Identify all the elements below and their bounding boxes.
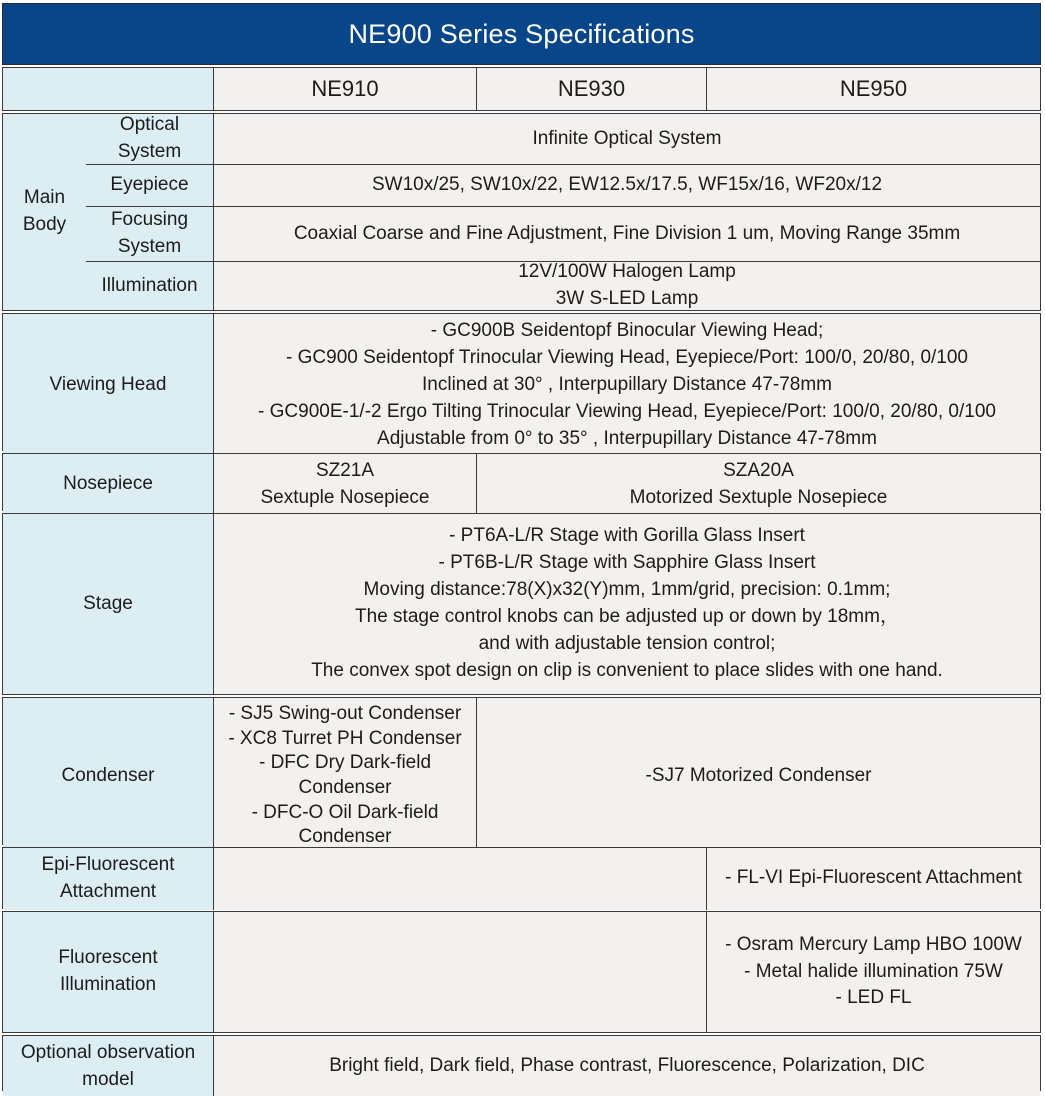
row-label-illumination: Illumination	[86, 261, 213, 310]
section-fluorescent-illumination	[2, 911, 1041, 1033]
viewing-head-line-3: Inclined at 30° , Interpupillary Distance 47-78mm	[422, 373, 832, 395]
stage-line-4: The stage control knobs can be adjusted up or down by 18mm，	[355, 606, 899, 627]
illumination-line-1: 12V/100W Halogen Lamp	[518, 261, 736, 283]
fluorescent-illumination-line-2: - Metal halide illumination 75W	[744, 960, 1003, 982]
fluorescent-illumination-line-3: - LED FL	[835, 987, 912, 1009]
cell-condenser-ne930-ne950: -SJ7 Motorized Condenser	[476, 698, 1040, 854]
table-title	[2, 3, 1041, 65]
cell-nosepiece-ne910	[213, 454, 476, 516]
column-header-row	[2, 67, 1041, 111]
viewing-head-line-2: - GC900 Seidentopf Trinocular Viewing Head, Eyepiece/Port: 100/0, 20/80, 0/100	[286, 346, 968, 368]
row-label-epi-fluorescent: Epi-Fluorescent Attachment	[3, 848, 213, 910]
condenser-ne910-item-1: - SJ5 Swing-out Condenser	[228, 703, 462, 724]
group-label-main-body: Main Body	[3, 114, 86, 310]
row-label-optional-observation: Optional observation model	[3, 1036, 213, 1096]
section-condenser	[2, 697, 1041, 848]
row-label-optical-system: Optical System	[86, 114, 213, 164]
cell-viewing-head-value	[213, 314, 1040, 457]
table-title-text: NE900 Series Specifications	[348, 18, 695, 49]
cell-stage-value	[213, 514, 1040, 694]
viewing-head-line-1: - GC900B Seidentopf Binocular Viewing Head;	[430, 320, 824, 341]
cell-focusing-system-value: Coaxial Coarse and Fine Adjustment, Fine Division 1 um, Moving Range 35mm	[213, 206, 1040, 261]
cell-nosepiece-ne930-ne950	[476, 454, 1040, 516]
condenser-ne910-item-4: - DFC-O Oil Dark-field Condenser	[251, 801, 439, 848]
stage-line-2: - PT6B-L/R Stage with Sapphire Glass Insert	[438, 552, 816, 574]
row-label-stage: Stage	[3, 514, 213, 694]
cell-epi-fluorescent-ne910-ne930	[213, 848, 706, 910]
fluorescent-illumination-line-1: - Osram Mercury Lamp HBO 100W	[725, 933, 1022, 955]
nosepiece-ne930-ne950-line-2: Motorized Sextuple Nosepiece	[629, 486, 888, 508]
nosepiece-ne910-line-1: SZ21A	[315, 460, 375, 481]
column-header-ne910: NE910	[213, 68, 476, 110]
row-label-viewing-head: Viewing Head	[3, 314, 213, 457]
row-label-eyepiece: Eyepiece	[86, 164, 213, 206]
corner-cell	[3, 68, 213, 110]
stage-line-5: and with adjustable tension control;	[478, 632, 776, 654]
cell-epi-fluorescent-ne950: - FL-VI Epi-Fluorescent Attachment	[706, 848, 1040, 910]
section-viewing-head	[2, 313, 1041, 451]
section-nosepiece	[2, 453, 1041, 511]
section-epi-fluorescent	[2, 847, 1041, 909]
column-header-ne950: NE950	[706, 68, 1040, 110]
illumination-line-2: 3W S-LED Lamp	[555, 288, 699, 309]
viewing-head-line-5: Adjustable from 0° to 35° , Interpupillary Distance 47-78mm	[377, 427, 877, 449]
cell-fluorescent-illumination-ne950	[706, 912, 1040, 1032]
cell-illumination-value	[213, 261, 1040, 310]
cell-optical-system-value: Infinite Optical System	[213, 114, 1040, 164]
nosepiece-ne930-ne950-line-1: SZA20A	[723, 460, 794, 481]
section-optional-observation	[2, 1035, 1041, 1091]
section-main-body	[2, 113, 1041, 311]
row-label-nosepiece: Nosepiece	[3, 454, 213, 516]
stage-line-6: The convex spot design on clip is convenient to place slides with one hand.	[311, 659, 943, 681]
viewing-head-line-4: - GC900E-1/-2 Ergo Tilting Trinocular Viewing Head, Eyepiece/Port: 100/0, 20/80, 0/100	[258, 400, 996, 422]
condenser-ne910-item-2: - XC8 Turret PH Condenser	[228, 727, 462, 749]
column-header-ne930: NE930	[476, 68, 706, 110]
row-label-focusing-system: Focusing System	[86, 206, 213, 261]
section-stage	[2, 513, 1041, 695]
nosepiece-ne910-line-2: Sextuple Nosepiece	[260, 486, 430, 508]
stage-line-1: - PT6A-L/R Stage with Gorilla Glass Insert	[449, 525, 805, 547]
stage-line-3: Moving distance:78(X)x32(Y)mm, 1mm/grid, precision: 0.1mm;	[363, 579, 891, 601]
cell-condenser-ne910	[213, 698, 476, 854]
row-label-condenser: Condenser	[3, 698, 213, 854]
cell-optional-observation-value: Bright field, Dark field, Phase contrast, Fluorescence, Polarization, DIC	[213, 1036, 1040, 1096]
cell-eyepiece-value: SW10x/25, SW10x/22, EW12.5x/17.5, WF15x/16, WF20x/12	[213, 164, 1040, 206]
condenser-ne910-item-3: - DFC Dry Dark-field Condenser	[258, 752, 432, 799]
row-label-fluorescent-illumination: Fluorescent Illumination	[3, 912, 213, 1032]
cell-fluorescent-illumination-ne910-ne930	[213, 912, 706, 1032]
